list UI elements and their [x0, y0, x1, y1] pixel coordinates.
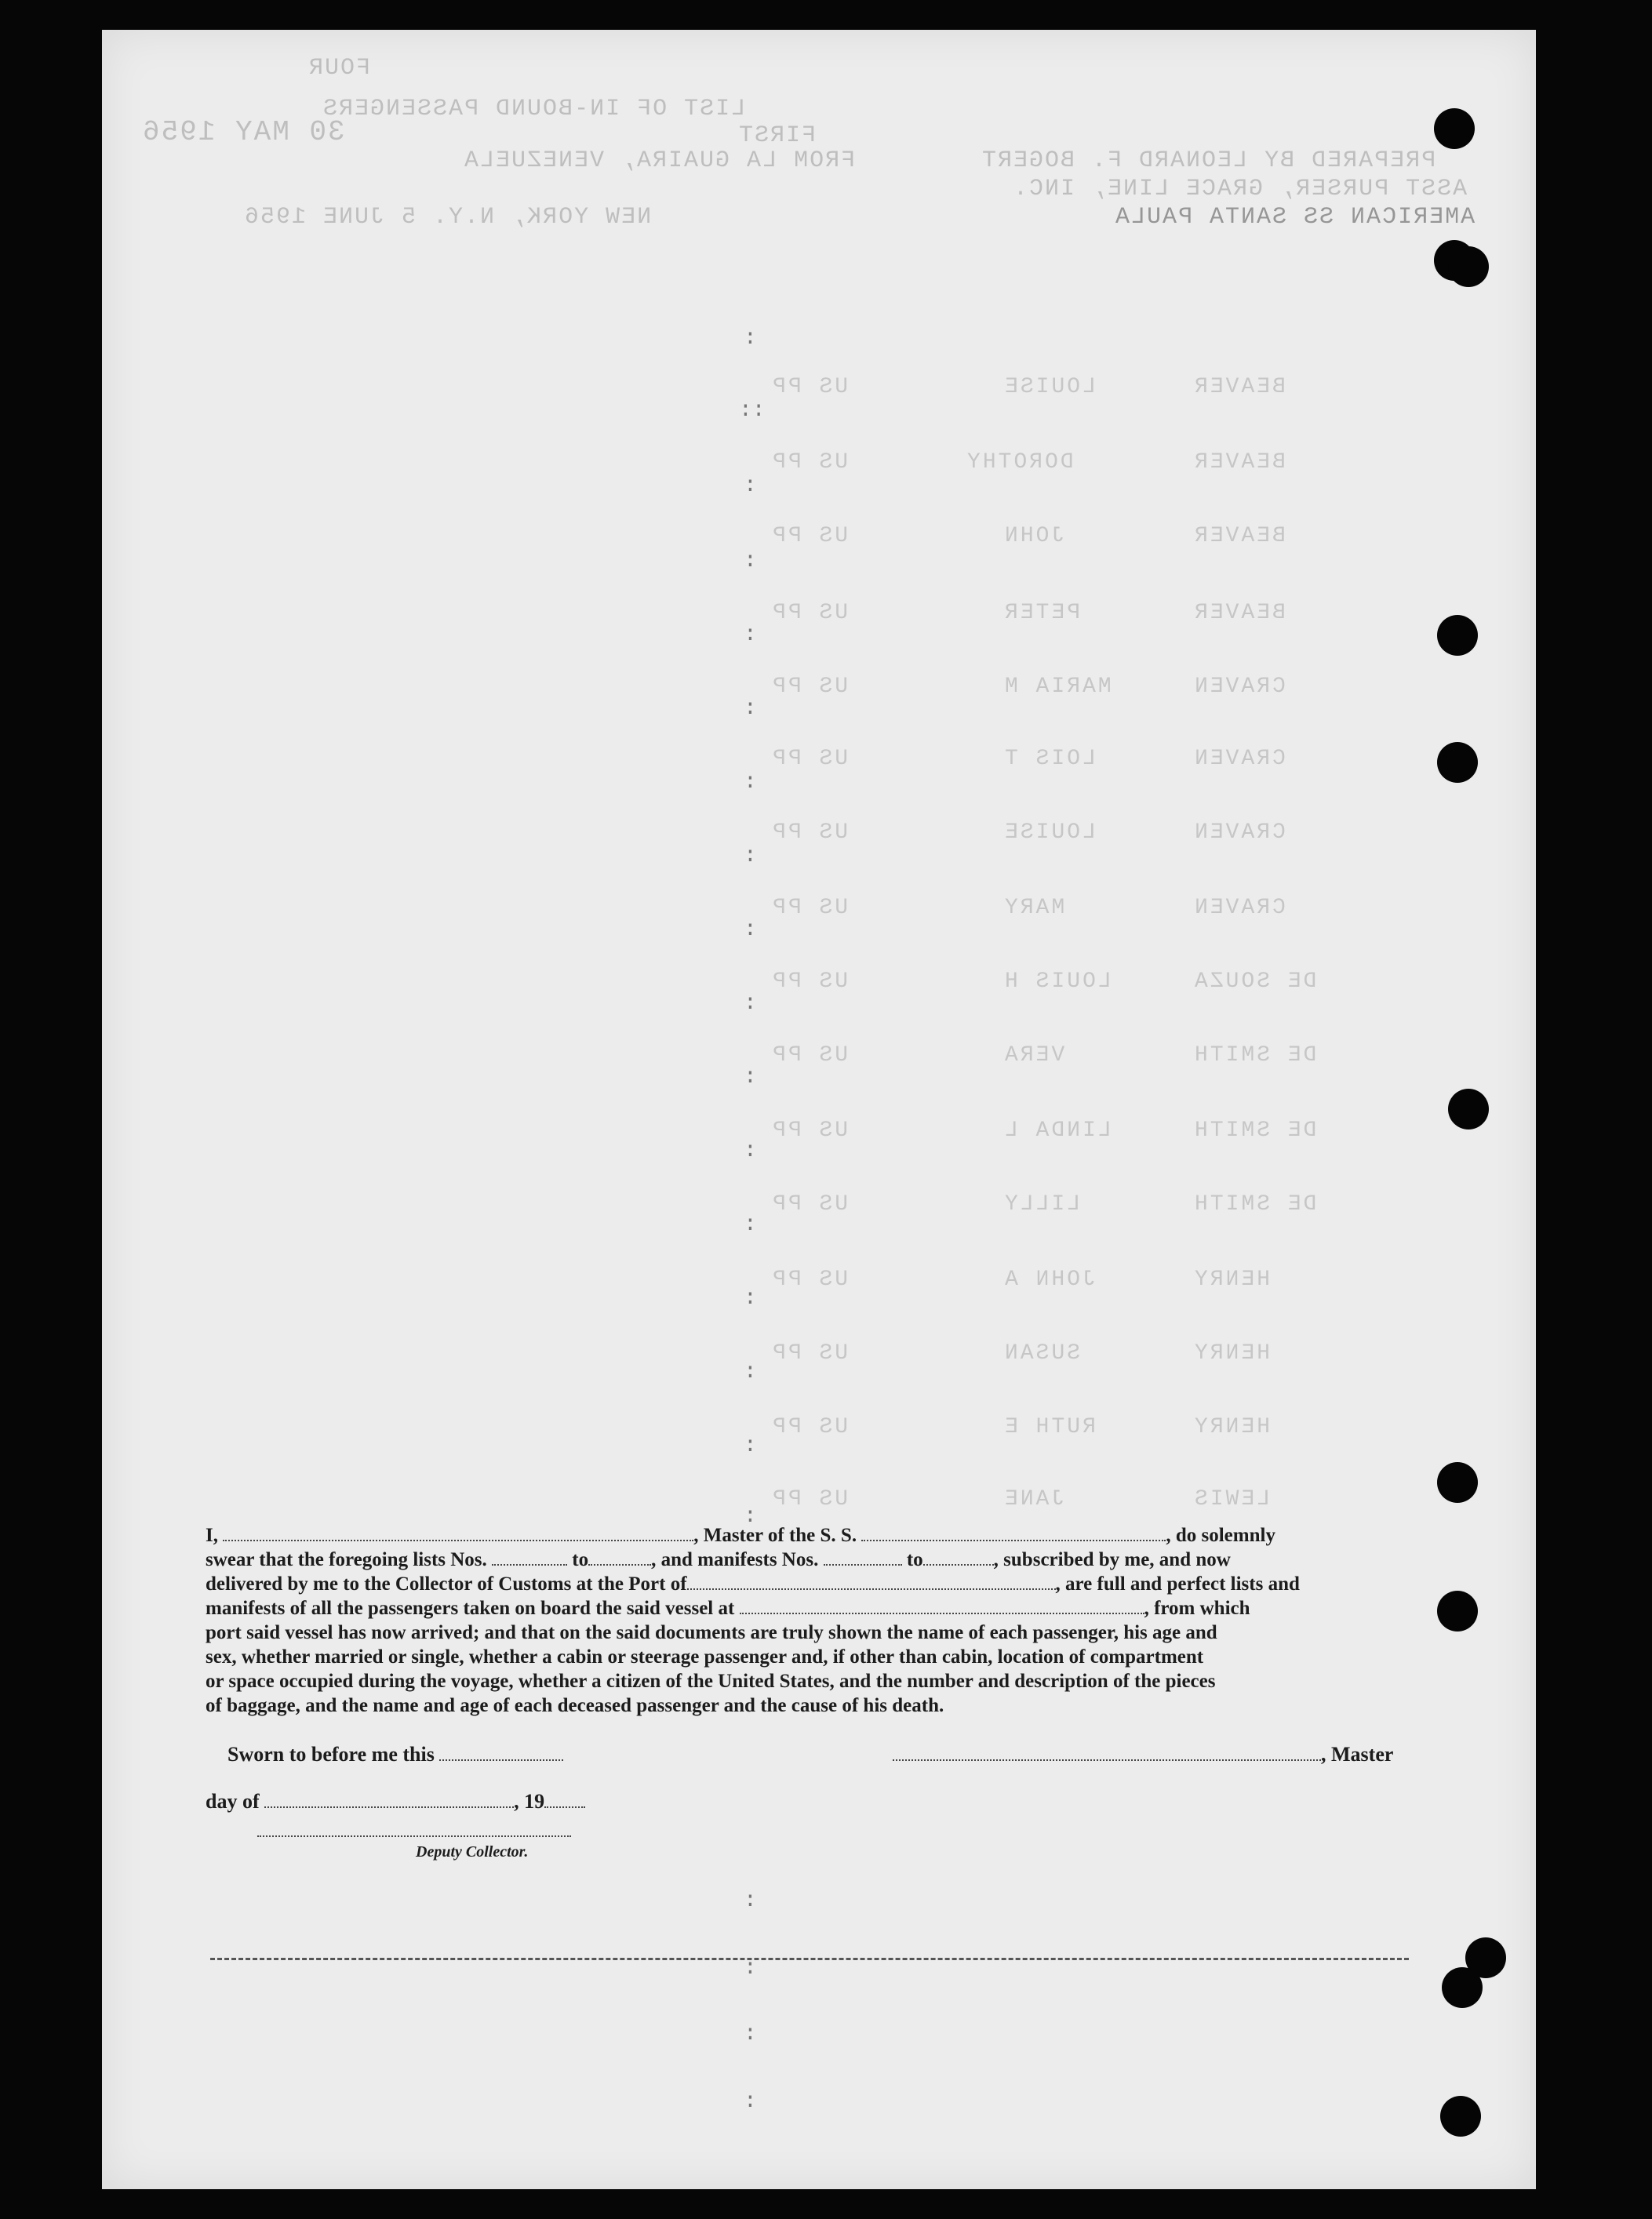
- oath-line: sex, whether married or single, whether a cabin or steerage passenger and, if other than cabin, location of compartment: [206, 1646, 1204, 1668]
- bleed-surname: HENRY: [1192, 1268, 1271, 1292]
- bleed-surname: HENRY: [1192, 1415, 1271, 1439]
- oath-i: I,: [206, 1525, 218, 1546]
- oath-to: to: [572, 1549, 589, 1570]
- year-blank: [544, 1792, 585, 1808]
- bleed-header-line: LIST OF IN-BOUND PASSENGERS: [322, 96, 746, 122]
- bleed-code: US PP: [770, 820, 849, 845]
- bleed-header-line: FIRST: [737, 122, 817, 149]
- bleed-given: PETER: [1002, 601, 1081, 625]
- bleed-given: MARY: [1002, 896, 1065, 920]
- origin-port-blank: [740, 1599, 1144, 1614]
- punch-hole: [1434, 108, 1475, 149]
- day-of-blank: [264, 1792, 514, 1808]
- colon-mark: :: [744, 1956, 757, 1981]
- punch-hole: [1437, 1591, 1478, 1632]
- port-blank: [687, 1574, 1056, 1590]
- bleed-given: LILLY: [1002, 1192, 1081, 1217]
- colon-mark: :: [744, 1889, 757, 1913]
- colon-mark: :: [744, 697, 757, 721]
- colon-mark: :: [744, 991, 757, 1016]
- oath-paragraph: [206, 1523, 1407, 1718]
- oath-taken-aboard: manifests of all the passengers taken on board the said vessel at: [206, 1598, 735, 1619]
- colon-mark: :: [744, 474, 757, 498]
- master-name-blank: [223, 1526, 693, 1541]
- bleed-surname: CRAVEN: [1192, 896, 1286, 920]
- oath-master-of: , Master of the S. S.: [693, 1525, 857, 1546]
- bleed-given: LOUISE: [1002, 375, 1096, 399]
- deputy-signature-blank: [257, 1835, 571, 1837]
- oath-lists-nos: swear that the foregoing lists Nos.: [206, 1549, 487, 1570]
- year-label: , 19: [514, 1790, 545, 1813]
- list-from-blank: [492, 1550, 567, 1566]
- colon-mark: :: [744, 1213, 757, 1237]
- oath-subscribed: , subscribed by me, and now: [993, 1549, 1231, 1570]
- bleed-code: US PP: [770, 896, 849, 920]
- bleed-surname: HENRY: [1192, 1341, 1271, 1366]
- bleed-header-line: FOUR: [307, 55, 371, 82]
- bleed-given: SUSAN: [1002, 1341, 1081, 1366]
- colon-mark: :: [744, 326, 757, 351]
- bleed-given: MARIA M: [1002, 675, 1112, 699]
- bleed-given: JANE: [1002, 1487, 1065, 1511]
- colon-mark: ::: [739, 398, 766, 423]
- oath-from-which: , from which: [1144, 1598, 1250, 1619]
- manifest-from-blank: [824, 1550, 902, 1566]
- bleed-surname: BEAVER: [1192, 375, 1286, 399]
- sworn-label: Sworn to before me this: [227, 1743, 435, 1766]
- oath-delivered: delivered by me to the Collector of Customs at the Port of: [206, 1573, 687, 1595]
- manifest-to-blank: [923, 1550, 994, 1566]
- colon-mark: :: [744, 623, 757, 647]
- bleed-code: US PP: [770, 1043, 849, 1068]
- master-label: , Master: [1321, 1743, 1394, 1766]
- bleed-given: RUTH E: [1002, 1415, 1096, 1439]
- punch-hole: [1448, 246, 1489, 287]
- bleed-header-line: FROM LA GUAIRA, VENEZUELA: [463, 147, 856, 174]
- bleed-surname: BEAVER: [1192, 601, 1286, 625]
- master-signature-line: [893, 1743, 1393, 1766]
- bleed-header-line: AMERICAN SS SANTA PAULA: [1114, 204, 1476, 231]
- bleed-given: JOHN: [1002, 524, 1065, 548]
- bleed-surname: DE SMITH: [1192, 1043, 1317, 1068]
- bleed-given: LOIS T: [1002, 747, 1096, 771]
- bleed-header-line: PREPARED BY LEONARD F. BOGERT: [981, 147, 1436, 174]
- colon-mark: :: [744, 2090, 757, 2114]
- colon-mark: :: [744, 1139, 757, 1163]
- bleed-code: US PP: [770, 675, 849, 699]
- bleed-code: US PP: [770, 1119, 849, 1143]
- bleed-surname: CRAVEN: [1192, 820, 1286, 845]
- bleed-surname: BEAVER: [1192, 524, 1286, 548]
- bleed-code: US PP: [770, 969, 849, 994]
- bleed-given: LOUISE: [1002, 820, 1096, 845]
- oath-to: to: [906, 1549, 923, 1570]
- bleed-code: US PP: [770, 375, 849, 399]
- deputy-collector-label: Deputy Collector.: [416, 1843, 529, 1861]
- bleed-surname: LEWIS: [1192, 1487, 1271, 1511]
- bleed-header-line: ASST PURSER, GRACE LINE, INC.: [1012, 176, 1468, 202]
- bleed-surname: BEAVER: [1192, 450, 1286, 475]
- day-of-line: [206, 1790, 585, 1813]
- ship-name-blank: [861, 1526, 1166, 1541]
- oath-line: or space occupied during the voyage, whether a citizen of the United States, and the number and description of the pieces: [206, 1671, 1216, 1692]
- bleed-code: US PP: [770, 1192, 849, 1217]
- oath-full-perfect: , are full and perfect lists and: [1055, 1573, 1300, 1595]
- bleed-code: US PP: [770, 1268, 849, 1292]
- punch-hole: [1442, 1967, 1483, 2008]
- divider-rule: [210, 1958, 1409, 1960]
- colon-mark: :: [744, 549, 757, 573]
- master-signature-blank: [893, 1745, 1321, 1761]
- bleed-code: US PP: [770, 1415, 849, 1439]
- colon-mark: :: [744, 1286, 757, 1311]
- bleed-code: US PP: [770, 1487, 849, 1511]
- bleed-surname: CRAVEN: [1192, 675, 1286, 699]
- bleed-given: LOUIS H: [1002, 969, 1112, 994]
- bleed-code: US PP: [770, 1341, 849, 1366]
- oath-do-solemnly: , do solemnly: [1166, 1525, 1275, 1546]
- oath-and-manifests: , and manifests Nos.: [651, 1549, 819, 1570]
- bleed-code: US PP: [770, 450, 849, 475]
- colon-mark: :: [744, 1065, 757, 1089]
- colon-mark: :: [744, 844, 757, 868]
- colon-mark: :: [744, 1434, 757, 1458]
- bleed-code: US PP: [770, 601, 849, 625]
- bleed-header-line: NEW YORK, N.Y. 5 JUNE 1956: [243, 204, 652, 231]
- bleed-code: US PP: [770, 524, 849, 548]
- bleed-surname: CRAVEN: [1192, 747, 1286, 771]
- bleed-given: JOHN A: [1002, 1268, 1096, 1292]
- punch-hole: [1440, 2096, 1481, 2137]
- bleed-given: LINDA L: [1002, 1119, 1112, 1143]
- day-of-label: day of: [206, 1790, 260, 1813]
- sworn-date-blank: [439, 1745, 563, 1761]
- bleed-given: VERA: [1002, 1043, 1065, 1068]
- bleed-code: US PP: [770, 747, 849, 771]
- colon-mark: :: [744, 770, 757, 795]
- colon-mark: :: [744, 2022, 757, 2046]
- bleed-given: DOROTHY: [965, 450, 1074, 475]
- bleed-surname: DE SMITH: [1192, 1192, 1317, 1217]
- colon-mark: :: [744, 918, 757, 942]
- colon-mark: :: [744, 1360, 757, 1384]
- colon-mark: :: [744, 1504, 757, 1529]
- list-to-blank: [588, 1550, 651, 1566]
- sworn-line: [227, 1743, 563, 1766]
- bleed-surname: DE SMITH: [1192, 1119, 1317, 1143]
- document-page: [102, 30, 1536, 2189]
- bleed-header-line: 30 MAY 1956: [141, 116, 345, 148]
- oath-line: of baggage, and the name and age of each deceased passenger and the cause of his death.: [206, 1695, 944, 1716]
- oath-line: port said vessel has now arrived; and that on the said documents are truly shown the name of each passenger, his age and: [206, 1622, 1217, 1643]
- bleed-surname: DE SOUZA: [1192, 969, 1317, 994]
